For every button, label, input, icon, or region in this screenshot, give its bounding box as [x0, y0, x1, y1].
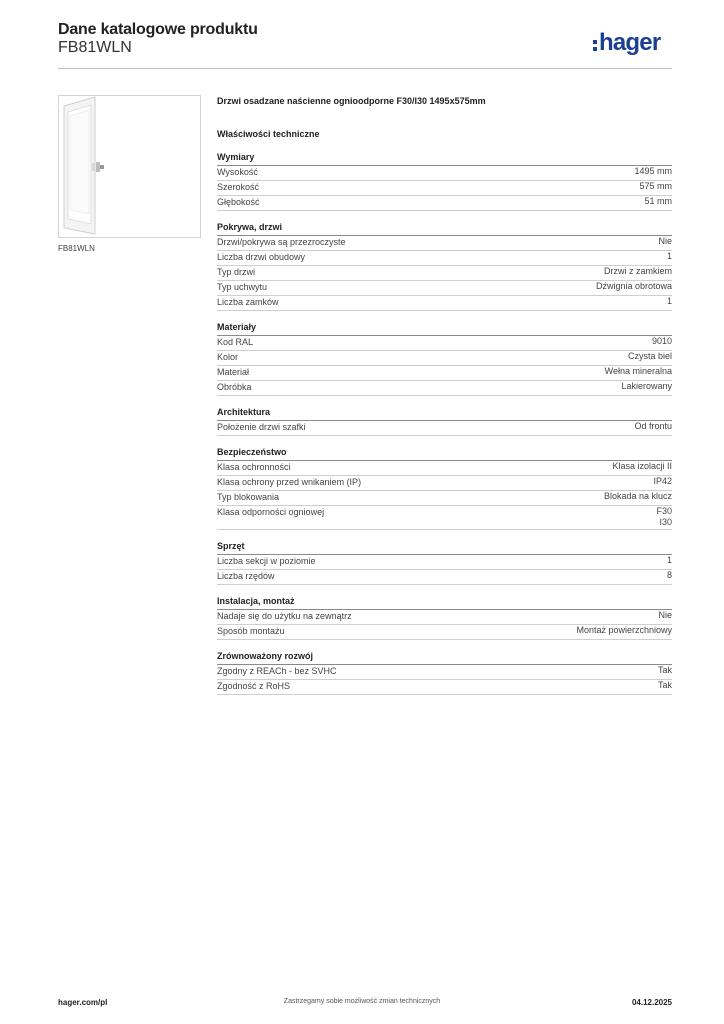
spec-value-line: Od frontu	[634, 421, 672, 431]
spec-row	[217, 476, 672, 491]
spec-value	[612, 461, 672, 472]
spec-group-title: Instalacja, montaż	[217, 595, 672, 610]
spec-value	[667, 296, 672, 307]
spec-label: Położenie drzwi szafki	[217, 422, 306, 432]
spec-group-title: Wymiary	[217, 151, 672, 166]
spec-label: Kolor	[217, 352, 239, 362]
spec-value-line: 1	[666, 555, 672, 565]
spec-row	[217, 166, 672, 181]
spec-group	[217, 446, 672, 530]
spec-value-line: 1495 mm	[634, 166, 672, 176]
page-title: Dane katalogowe produktu	[58, 21, 258, 38]
spec-group	[217, 321, 672, 396]
spec-value-line: 8	[666, 570, 672, 580]
spec-value-line: Nie	[658, 610, 672, 620]
spec-value	[628, 351, 672, 362]
spec-label: Obróbka	[217, 382, 252, 392]
spec-value	[658, 236, 672, 247]
spec-value-line: Tak	[657, 665, 672, 675]
spec-group	[217, 406, 672, 436]
spec-group-title: Architektura	[217, 406, 672, 421]
spec-label: Szerokość	[217, 182, 260, 192]
spec-value	[658, 680, 672, 691]
spec-row	[217, 296, 672, 311]
spec-value-line: Dźwignia obrotowa	[595, 281, 672, 291]
spec-group-title: Sprzęt	[217, 540, 672, 555]
spec-label: Liczba rzędów	[217, 571, 275, 581]
spec-value	[656, 506, 672, 528]
spec-group	[217, 595, 672, 640]
spec-label: Liczba drzwi obudowy	[217, 252, 306, 262]
spec-label: Klasa ochrony przed wnikaniem (IP)	[217, 477, 362, 487]
spec-row	[217, 336, 672, 351]
spec-row	[217, 555, 672, 570]
spec-row	[217, 196, 672, 211]
logo-colon-icon	[593, 40, 597, 51]
spec-row	[217, 610, 672, 625]
spec-row	[217, 366, 672, 381]
spec-groups	[217, 151, 672, 695]
spec-value-line: Czysta biel	[627, 351, 672, 361]
spec-row	[217, 266, 672, 281]
spec-row	[217, 236, 672, 251]
spec-row	[217, 665, 672, 680]
spec-group-title: Materiały	[217, 321, 672, 336]
spec-label: Typ uchwytu	[217, 282, 268, 292]
spec-value	[667, 251, 672, 262]
spec-row	[217, 351, 672, 366]
spec-value-line: Montaż powierzchniowy	[576, 625, 672, 635]
spec-label: Sposób montażu	[217, 626, 285, 636]
spec-value	[639, 181, 672, 192]
spec-value-line: Drzwi z zamkiem	[603, 266, 672, 276]
spec-value	[621, 381, 672, 392]
spec-label: Liczba zamków	[217, 297, 279, 307]
spec-value-line: Nie	[658, 236, 672, 246]
spec-label: Klasa odporności ogniowej	[217, 507, 325, 517]
spec-row	[217, 281, 672, 296]
spec-group	[217, 221, 672, 311]
spec-label: Typ blokowania	[217, 492, 280, 502]
spec-label: Klasa ochronności	[217, 462, 291, 472]
product-image	[58, 95, 201, 238]
spec-group	[217, 650, 672, 695]
spec-row	[217, 421, 672, 436]
spec-group	[217, 151, 672, 211]
spec-label: Zgodny z REACh - bez SVHC	[217, 666, 337, 676]
footer-website: hager.com/pl	[58, 998, 108, 1007]
spec-label: Typ drzwi	[217, 267, 256, 277]
spec-row	[217, 381, 672, 396]
spec-value	[604, 266, 672, 277]
spec-value	[634, 421, 672, 432]
spec-value	[653, 476, 672, 487]
spec-group	[217, 540, 672, 585]
spec-value	[658, 610, 672, 621]
product-code: FB81WLN	[58, 39, 132, 56]
spec-value-line: 1	[666, 296, 672, 306]
spec-value	[576, 625, 672, 636]
tech-properties-heading: Właściwości techniczne	[217, 129, 320, 139]
spec-value-line: Tak	[657, 680, 672, 690]
spec-label: Głębokość	[217, 197, 260, 207]
spec-value	[604, 491, 672, 502]
cabinet-door-icon	[59, 96, 200, 237]
spec-content	[217, 95, 672, 695]
spec-row	[217, 181, 672, 196]
spec-row	[217, 570, 672, 585]
header-divider	[58, 68, 672, 69]
footer-date: 04.12.2025	[631, 998, 672, 1007]
spec-value-line: 575 mm	[639, 181, 672, 191]
hager-logo	[593, 29, 660, 57]
spec-value	[596, 281, 672, 292]
spec-group-title: Zrównoważony rozwój	[217, 650, 672, 665]
spec-value-line: 51 mm	[644, 196, 672, 206]
spec-label: Liczba sekcji w poziomie	[217, 556, 316, 566]
image-caption: FB81WLN	[58, 244, 95, 253]
spec-group-title: Bezpieczeństwo	[217, 446, 672, 461]
spec-row	[217, 491, 672, 506]
spec-value-line: Wełna mineralna	[604, 366, 672, 376]
footer-disclaimer: Zastrzegamy sobie możliwość zmian technicznych	[283, 998, 441, 1005]
spec-row	[217, 251, 672, 266]
spec-label: Materiał	[217, 367, 250, 377]
spec-value	[644, 196, 672, 207]
spec-row	[217, 680, 672, 695]
spec-value-line: F30	[656, 506, 672, 516]
spec-value-line: 9010	[651, 336, 672, 346]
logo-text: hager	[599, 29, 661, 56]
spec-group-title: Pokrywa, drzwi	[217, 221, 672, 236]
product-description: Drzwi osadzane naścienne ognioodporne F30/I30 1495x575mm	[217, 96, 486, 106]
spec-value	[667, 570, 672, 581]
spec-value	[658, 665, 672, 676]
spec-value-line: 1	[666, 251, 672, 261]
spec-label: Zgodność z RoHS	[217, 681, 291, 691]
spec-label: Drzwi/pokrywa są przezroczyste	[217, 237, 346, 247]
spec-value-line: I30	[659, 517, 672, 527]
spec-value	[634, 166, 672, 177]
spec-value	[667, 555, 672, 566]
spec-value-line: Klasa izolacji II	[612, 461, 672, 471]
spec-row	[217, 625, 672, 640]
spec-value-line: IP42	[653, 476, 672, 486]
spec-label: Kod RAL	[217, 337, 254, 347]
spec-row	[217, 461, 672, 476]
spec-value	[652, 336, 672, 347]
spec-label: Nadaje się do użytku na zewnątrz	[217, 611, 352, 621]
spec-row	[217, 506, 672, 530]
spec-value	[605, 366, 672, 377]
spec-value-line: Blokada na klucz	[603, 491, 672, 501]
spec-label: Wysokość	[217, 167, 258, 177]
spec-value-line: Lakierowany	[621, 381, 672, 391]
